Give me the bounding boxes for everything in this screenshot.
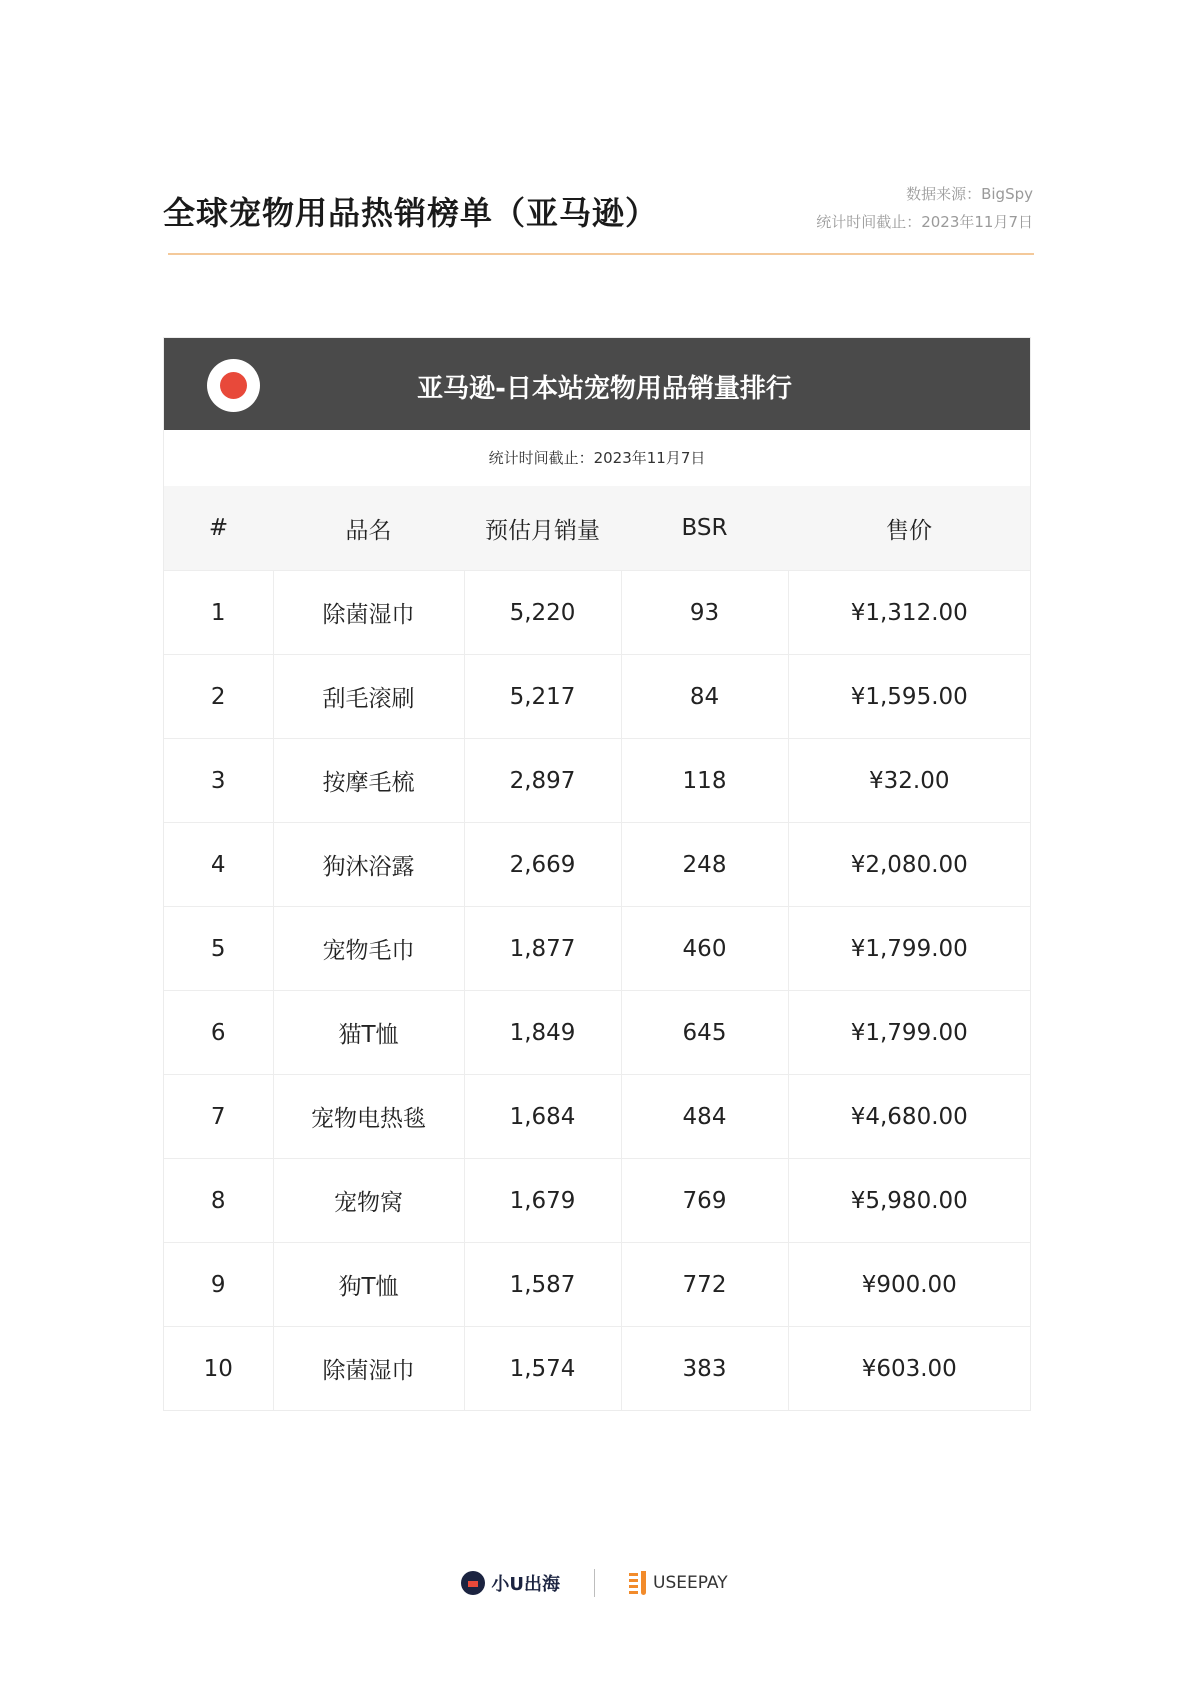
cell-price: ¥32.00 <box>788 739 1030 823</box>
cell-rank: 3 <box>164 739 273 823</box>
footer-logos <box>0 1566 1189 1600</box>
cell-bsr: 772 <box>621 1243 788 1327</box>
cell-sales: 1,684 <box>464 1075 621 1159</box>
card-subtitle: 统计时间截止：2023年11月7日 <box>488 449 706 467</box>
cell-rank: 4 <box>164 823 273 907</box>
table-row <box>164 655 1030 739</box>
table-header-row <box>164 486 1030 571</box>
cell-price: ¥5,980.00 <box>788 1159 1030 1243</box>
meta-info <box>816 180 1033 236</box>
table-row <box>164 571 1030 655</box>
cell-sales: 5,220 <box>464 571 621 655</box>
table-row <box>164 1159 1030 1243</box>
cell-price: ¥1,799.00 <box>788 907 1030 991</box>
cell-sales: 1,877 <box>464 907 621 991</box>
cell-rank: 5 <box>164 907 273 991</box>
cell-bsr: 84 <box>621 655 788 739</box>
footer-separator <box>594 1569 595 1597</box>
table-row <box>164 823 1030 907</box>
cell-bsr: 769 <box>621 1159 788 1243</box>
cell-bsr: 484 <box>621 1075 788 1159</box>
cell-price: ¥1,799.00 <box>788 991 1030 1075</box>
cell-bsr: 93 <box>621 571 788 655</box>
useepay-logo-icon <box>629 1571 649 1595</box>
cell-name: 除菌湿巾 <box>273 1327 464 1411</box>
col-header-rank: # <box>164 486 273 571</box>
cell-price: ¥1,312.00 <box>788 571 1030 655</box>
cell-name: 除菌湿巾 <box>273 571 464 655</box>
ranking-card <box>163 337 1031 1411</box>
cell-price: ¥2,080.00 <box>788 823 1030 907</box>
cell-rank: 9 <box>164 1243 273 1327</box>
cell-price: ¥1,595.00 <box>788 655 1030 739</box>
cell-name: 宠物毛巾 <box>273 907 464 991</box>
useepay-logo <box>629 1571 728 1595</box>
cell-name: 狗T恤 <box>273 1243 464 1327</box>
card-title: 亚马逊-日本站宠物用品销量排行 <box>417 374 792 404</box>
xiaou-logo-icon <box>461 1571 485 1595</box>
cell-name: 猫T恤 <box>273 991 464 1075</box>
card-header <box>164 338 1030 430</box>
header-divider <box>168 253 1034 255</box>
cell-name: 按摩毛梳 <box>273 739 464 823</box>
page-title: 全球宠物用品热销榜单（亚马逊） <box>163 194 659 232</box>
table-row <box>164 1243 1030 1327</box>
cell-bsr: 248 <box>621 823 788 907</box>
cell-price: ¥4,680.00 <box>788 1075 1030 1159</box>
cell-name: 狗沐浴露 <box>273 823 464 907</box>
col-header-name: 品名 <box>273 486 464 571</box>
table-row <box>164 739 1030 823</box>
cell-price: ¥900.00 <box>788 1243 1030 1327</box>
ranking-table <box>164 486 1030 1410</box>
data-source: 数据来源：BigSpy <box>906 185 1033 203</box>
col-header-price: 售价 <box>788 486 1030 571</box>
table-row <box>164 991 1030 1075</box>
table-row <box>164 1327 1030 1411</box>
xiaou-logo <box>461 1570 560 1596</box>
cell-sales: 1,574 <box>464 1327 621 1411</box>
cell-price: ¥603.00 <box>788 1327 1030 1411</box>
cell-sales: 2,669 <box>464 823 621 907</box>
stat-time: 统计时间截止：2023年11月7日 <box>816 213 1033 231</box>
cell-bsr: 460 <box>621 907 788 991</box>
cell-rank: 2 <box>164 655 273 739</box>
cell-bsr: 118 <box>621 739 788 823</box>
cell-sales: 1,587 <box>464 1243 621 1327</box>
cell-name: 刮毛滚刷 <box>273 655 464 739</box>
cell-sales: 1,849 <box>464 991 621 1075</box>
cell-sales: 2,897 <box>464 739 621 823</box>
table-row <box>164 1075 1030 1159</box>
cell-rank: 6 <box>164 991 273 1075</box>
brand1-name: 小U出海 <box>491 1574 561 1595</box>
cell-rank: 8 <box>164 1159 273 1243</box>
cell-rank: 1 <box>164 571 273 655</box>
cell-name: 宠物窝 <box>273 1159 464 1243</box>
table-row <box>164 907 1030 991</box>
cell-sales: 1,679 <box>464 1159 621 1243</box>
cell-bsr: 645 <box>621 991 788 1075</box>
col-header-bsr: BSR <box>621 486 788 571</box>
cell-rank: 10 <box>164 1327 273 1411</box>
cell-sales: 5,217 <box>464 655 621 739</box>
col-header-sales: 预估月销量 <box>464 486 621 571</box>
cell-bsr: 383 <box>621 1327 788 1411</box>
cell-rank: 7 <box>164 1075 273 1159</box>
cell-name: 宠物电热毯 <box>273 1075 464 1159</box>
brand2-name: USEEPAY <box>653 1573 728 1593</box>
